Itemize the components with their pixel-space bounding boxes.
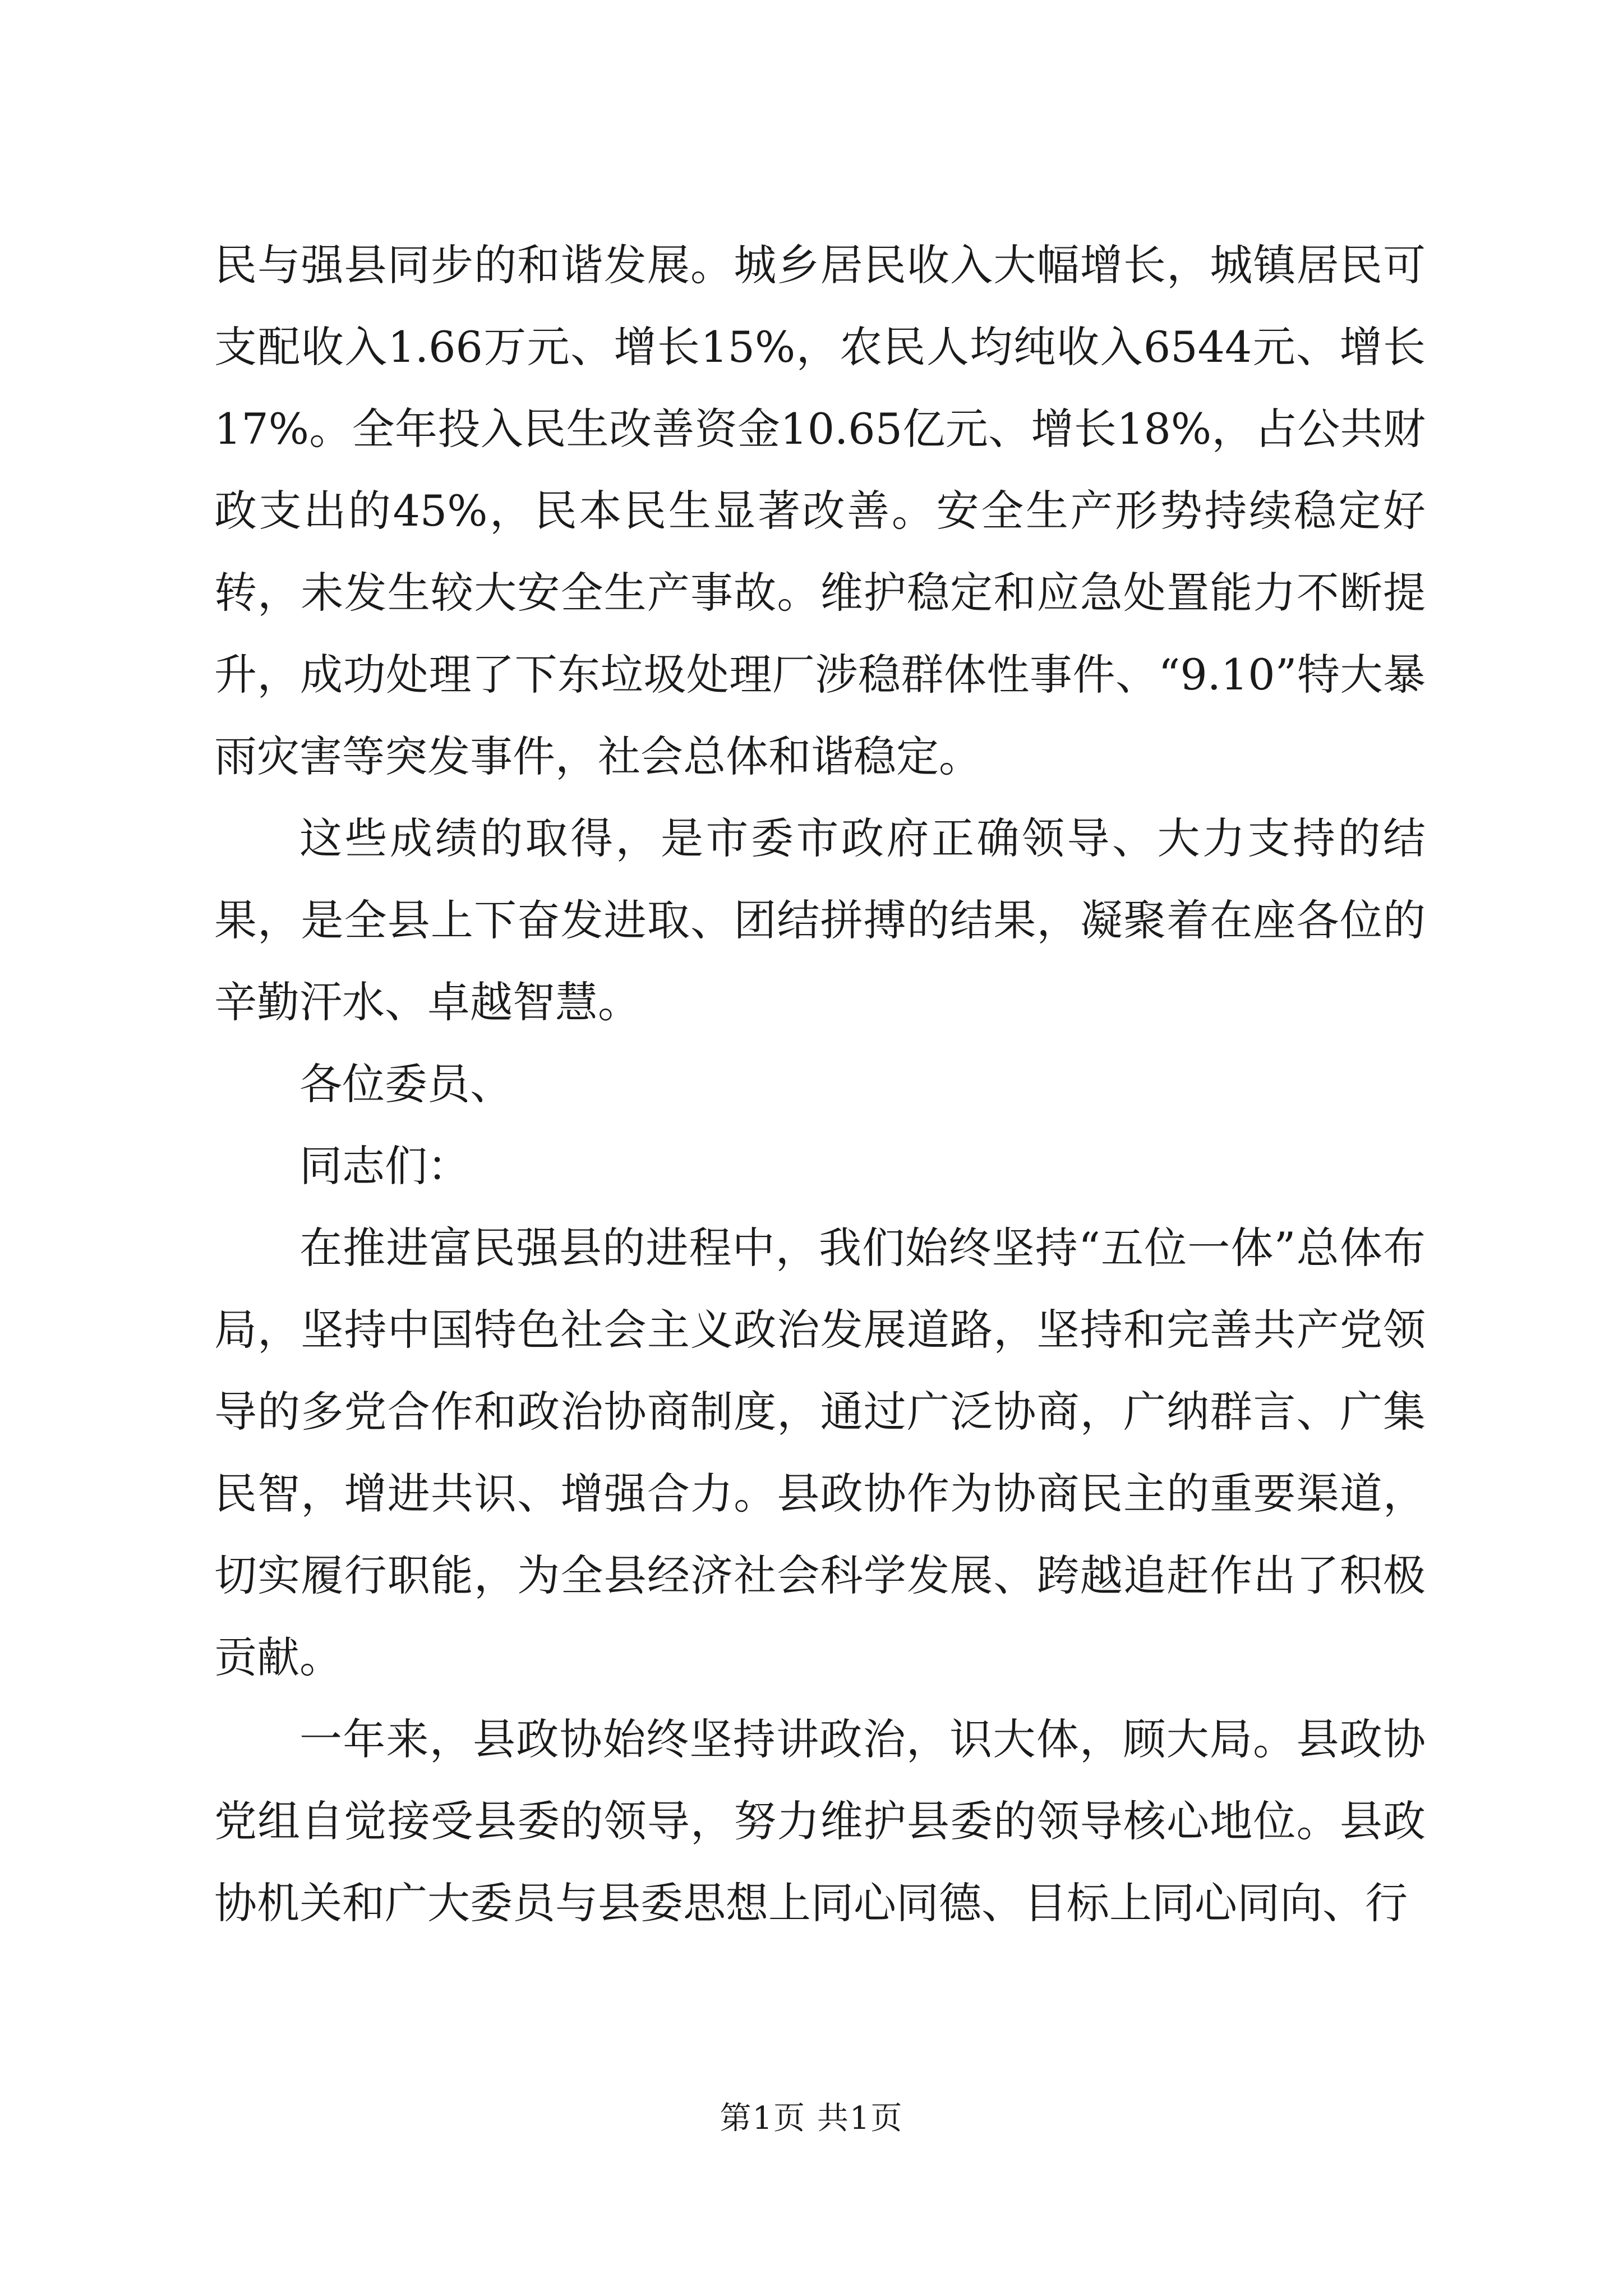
salutation-committee-members: 各位委员、: [299, 1059, 513, 1109]
document-body: [214, 224, 1426, 1944]
paragraph-past-year: 一年来，县政协始终坚持讲政治，识大体，顾大局。县政协党组自觉接受县委的领导，努力维护县委的领导核心地位。县政协机关和广大委员与县委思想上同心同德、目标上同心同向、行: [214, 1714, 1426, 1928]
salutation-comrades: 同志们：: [299, 1141, 470, 1191]
paragraph-achievements: 这些成绩的取得，是市委市政府正确领导、大力支持的结果，是全县上下奋发进取、团结拼搏的结果，凝聚着在座各位的辛勤汗水、卓越智慧。: [214, 813, 1426, 1027]
paragraph-five-in-one: 在推进富民强县的进程中，我们始终坚持“五位一体”总体布局，坚持中国特色社会主义政治发展道路，坚持和完善共产党领导的多党合作和政治协商制度，通过广泛协商，广纳群言、广集民智，增进共识、增强合力。县政协作为协商民主的重要渠道，切实履行职能，为全县经济社会科学发展、跨越追赶作出了积极贡献。: [214, 1223, 1426, 1682]
paragraph-continued: 民与强县同步的和谐发展。城乡居民收入大幅增长，城镇居民可支配收入1.66万元、增长15%，农民人均纯收入6544元、增长17%。全年投入民生改善资金10.65亿元、增长18%，占公共财政支出的45%，民本民生显著改善。安全生产形势持续稳定好转，未发生较大安全生产事故。维护稳定和应急处置能力不断提升，成功处理了下东垃圾处理厂涉稳群体性事件、“9.10”特大暴雨灾害等突发事件，社会总体和谐稳定。: [214, 240, 1426, 781]
page-footer: 第1页 共1页: [720, 2100, 903, 2137]
